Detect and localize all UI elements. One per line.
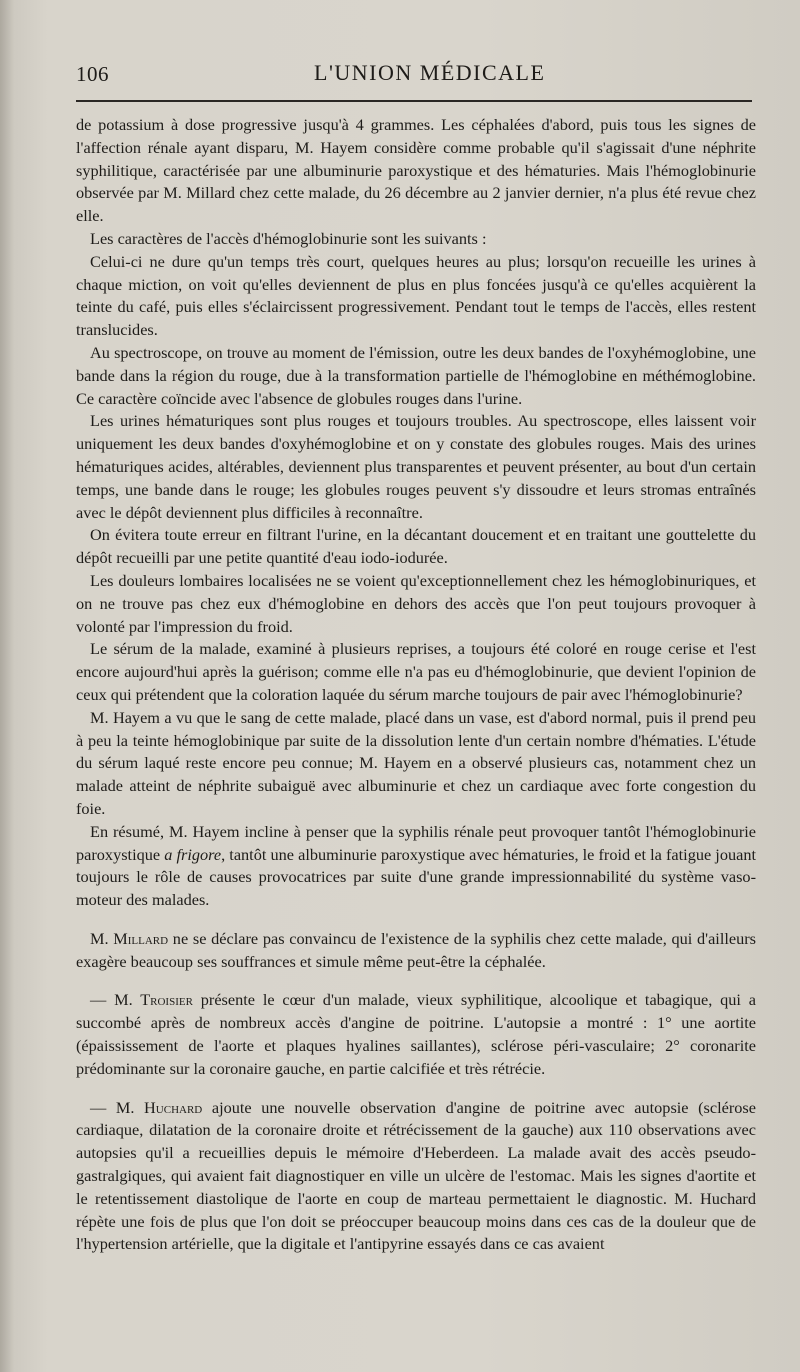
speaker-huchard: M. Huchard xyxy=(115,1097,203,1117)
running-title: L'UNION MÉDICALE xyxy=(314,60,546,85)
paragraph-3: Celui-ci ne dure qu'un temps très court, quelques heures au plus; lorsqu'on recueille les urines à chaque miction, on voit qu'elles deviennent de plus en plus foncées jusqu'à ce qu'elles acquièrent la teinte du café, puis elles s'éclaircissent progressivement. Pendant tout le temps de l'accès, elles restent translucides. xyxy=(76,251,756,340)
paragraph-6: On évitera toute erreur en filtrant l'urine, en la décantant doucement et en traitant une gouttelette du dépôt recueilli par une petite quantité d'eau iodo-iodurée. xyxy=(76,525,756,568)
paragraph-2: Les caractères de l'accès d'hémoglobinurie sont les suivants : xyxy=(90,228,487,248)
paragraph-10-italic: a frigore xyxy=(164,844,222,864)
paragraph-9: M. Hayem a vu que le sang de cette malade, placé dans un vase, est d'abord normal, puis il prend peu à peu la teinte hémoglobinique par suite de la dissolution lente d'un certain nombre d'hématies. L'étude du sérum laqué reste encore peu connue; M. Hayem en a observé plusieurs cas, notamment chez un malade atteint de néphrite subaiguë avec albuminurie et chez un cardiaque avec forte congestion du foie. xyxy=(76,707,756,818)
paragraph-troisier xyxy=(76,989,756,1080)
paragraph-millard xyxy=(76,928,756,974)
paragraph-huchard xyxy=(76,1097,756,1257)
header-rule xyxy=(76,100,752,102)
speaker-millard: M. Millard xyxy=(90,928,169,948)
paragraph-troisier-text: présente le cœur d'un malade, vieux syphilitique, alcoolique et tabagique, qui a succombé après de nombreux accès d'angine de poitrine. L'autopsie a montré : 1° une aortite (épaississement de l'aorte et plaques hyalines saillantes), sclérose péri-vasculaire; 2° coronarite prédominante sur la coronaire gauche, en partie calcifiée et très rétrécie. xyxy=(76,990,756,1078)
paragraph-huchard-text: ajoute une nouvelle observation d'angine de poitrine avec autopsie (sclérose cardiaque, dilatation de la coronaire droite et rétrécissement de la gauche) aux 110 observations avec autopsies qu'il a recueillies depuis le mémoire d'Heberdeen. La malade avait des accès pseudo-gastralgiques, qui avaient fait diagnostiquer en ville un ulcère de l'estomac. Mais les signes d'aortite et le retentissement diastolique de l'aorte en coup de marteau permettaient le diagnostic. M. Huchard répète une fois de plus que l'on doit se préoccuper beaucoup moins dans ces cas de la douleur que de l'hypertension artérielle, que la digitale et l'antipyrine essayés dans ce cas avaient xyxy=(76,1097,756,1254)
paragraph-4: Au spectroscope, on trouve au moment de l'émission, outre les deux bandes de l'oxyhémoglobine, une bande dans la région du rouge, due à la transformation partielle de l'hémoglobine en méthémoglobine. Ce caractère coïncide avec l'absence de globules rouges dans l'urine. xyxy=(76,342,756,408)
article-body xyxy=(76,114,756,1256)
dash-prefix: — xyxy=(90,990,115,1010)
paragraph-10-text-before: En résumé, M. Hayem incline à penser que la syphilis rénale peut provoquer tantôt l'hémoglobinurie paroxystique xyxy=(76,821,756,864)
dash-prefix: — xyxy=(90,1097,116,1117)
page-number: 106 xyxy=(76,62,109,86)
paragraph-10-text-after: , tantôt une albuminurie paroxystique avec hématuries, le froid et la fatigue jouant toujours le rôle de causes provocatrices par suite d'une grande impressionnabilité du système vaso-moteur des malades. xyxy=(76,844,757,910)
paragraph-10 xyxy=(76,821,756,912)
page-header xyxy=(76,58,752,98)
paragraph-7: Les douleurs lombaires localisées ne se voient qu'exceptionnellement chez les hémoglobinuriques, et on ne trouve pas chez eux d'hémoglobine en dehors des accès que l'on peut toujours provoquer à volonté par l'impression du froid. xyxy=(76,570,756,636)
paragraph-1: de potassium à dose progressive jusqu'à 4 grammes. Les céphalées d'abord, puis tous les signes de l'affection rénale ayant disparu, M. Hayem considère comme probable qu'il s'agissait d'une néphrite syphilitique, caractérisée par une albuminurie paroxystique et des hématuries. Mais l'hémoglobinurie observée par M. Millard chez cette malade, du 26 décembre au 2 janvier dernier, n'a plus été revue chez elle. xyxy=(76,115,756,226)
paragraph-5: Les urines hématuriques sont plus rouges et toujours troubles. Au spectroscope, elles laissent voir uniquement les deux bandes d'oxyhémoglobine et on y constate des globules rouges. Mais des urines hématuriques acides, altérables, deviennent plus transparentes et peuvent présenter, au bout d'un certain temps, une bande dans le rouge; les globules rouges peuvent s'y dissoudre et leurs stromas entraînés avec le dépôt deviennent plus difficiles à reconnaître. xyxy=(76,411,756,522)
speaker-troisier: M. Troisier xyxy=(114,990,193,1010)
paragraph-millard-text: ne se déclare pas convaincu de l'existence de la syphilis chez cette malade, qui d'ailleurs exagère beaucoup ses souffrances et simule même peut-être la céphalée. xyxy=(76,928,757,971)
paragraph-8: Le sérum de la malade, examiné à plusieurs reprises, a toujours été coloré en rouge cerise et l'est encore aujourd'hui après la guérison; comme elle n'a pas eu d'hémoglobinurie, que devient l'opinion de ceux qui prétendent que la coloration laquée du sérum marche toujours de pair avec l'hémoglobinurie? xyxy=(76,639,756,704)
page-binding-shadow xyxy=(0,0,14,1372)
